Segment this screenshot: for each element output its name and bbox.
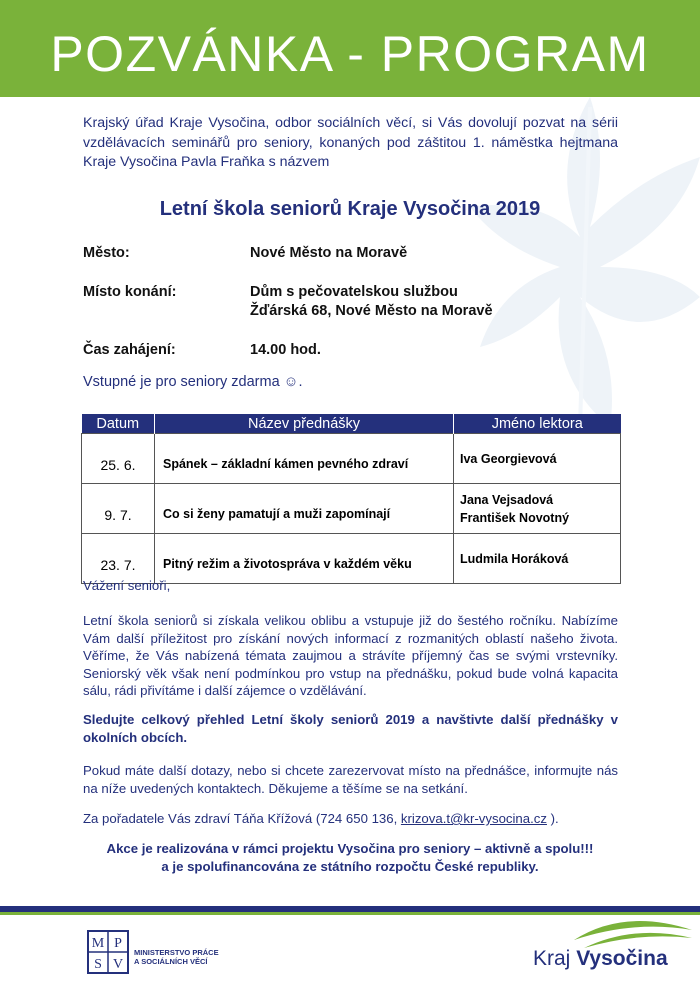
svg-text:P: P xyxy=(114,936,122,951)
mpsv-text-line-1: MINISTERSTVO PRÁCE xyxy=(134,948,219,957)
letter-greeting: Vážení senioři, xyxy=(83,578,171,593)
header-banner xyxy=(0,0,700,97)
column-header-lecturer: Jméno lektora xyxy=(454,414,621,434)
city-value: Nové Město na Moravě xyxy=(250,245,408,261)
letter-signoff xyxy=(83,810,618,828)
svg-text:V: V xyxy=(112,957,124,972)
row-lecturer xyxy=(454,434,621,484)
closing-line-1: Akce je realizována v rámci projektu Vysočina pro seniory – aktivně a spolu!!! xyxy=(106,841,594,856)
mpsv-logo-text xyxy=(134,948,219,966)
row-lecturer xyxy=(454,534,621,584)
venue-label: Místo konání: xyxy=(83,284,177,300)
lecturer-name: Ludmila Horáková xyxy=(460,551,569,566)
free-entry-note: Vstupné je pro seniory zdarma ☺. xyxy=(83,374,303,390)
mpsv-logo-icon xyxy=(87,930,129,974)
program-table xyxy=(81,414,621,584)
start-label: Čas zahájení: xyxy=(83,342,176,358)
letter-paragraph-1: Letní škola seniorů si získala velikou oblibu a vstupuje již do šestého ročníku. Nabízíme Vám další příležitost pro získání nových informací z rozmanitých oblastí našeho života. Věříme, že Vás nabízená témata zaujmou a strávíte příjemný čas se svými vrstevníky. Seniorský věk však není podmínkou pro vstup na přednášku, pokud bude volná kapacita sálu, rádi přivítáme i další zájemce o vzdělávání. xyxy=(83,613,618,698)
lecturer-name-2: František Novotný xyxy=(460,510,570,525)
table-row xyxy=(82,484,621,534)
venue-line1: Dům s pečovatelskou službou xyxy=(250,284,458,300)
letter-paragraph-2: Sledujte celkový přehled Letní školy seniorů 2019 a navštivte další přednášky v okolních obcích. xyxy=(83,712,618,745)
row-lecturer xyxy=(454,484,621,534)
signoff-text: Za pořadatele Vás zdraví Táňa Křížová (724 650 136, xyxy=(83,811,401,826)
row-topic: Spánek – základní kámen pevného zdraví xyxy=(155,434,454,484)
closing-line-2: a je spolufinancována ze státního rozpočtu České republiky. xyxy=(161,859,539,874)
email-link[interactable]: krizova.t@kr-vysocina.cz xyxy=(400,811,547,826)
kraj-word: Kraj xyxy=(533,947,571,970)
table-row xyxy=(82,534,621,584)
vysocina-word: Vysočina xyxy=(576,947,668,970)
svg-text:S: S xyxy=(94,957,102,972)
event-title: Letní škola seniorů Kraje Vysočina 2019 xyxy=(159,198,541,220)
start-value: 14.00 hod. xyxy=(250,342,321,358)
mpsv-text-line-2: A SOCIÁLNÍCH VĚCÍ xyxy=(134,957,208,966)
letter-paragraph-3: Pokud máte další dotazy, nebo si chcete zarezervovat místo na přednášce, informujte nás na níže uvedených kontaktech. Děkujeme a těšíme se na setkání. xyxy=(83,763,618,796)
row-date: 25. 6. xyxy=(82,434,155,484)
svg-text:M: M xyxy=(91,936,105,951)
table-header-row xyxy=(82,414,621,434)
page-title: POZVÁNKA - PROGRAM xyxy=(50,26,650,82)
row-date: 9. 7. xyxy=(82,484,155,534)
signoff-end: ). xyxy=(546,811,559,826)
table-row xyxy=(82,434,621,484)
lecturer-name: Iva Georgievová xyxy=(460,451,557,466)
venue-line2: Žďárská 68, Nové Město na Moravě xyxy=(250,303,493,319)
row-date: 23. 7. xyxy=(82,534,155,584)
kraj-vysocina-logo-text xyxy=(533,947,668,971)
row-topic: Co si ženy pamatují a muži zapomínají xyxy=(155,484,454,534)
closing-note xyxy=(60,840,640,876)
column-header-topic: Název přednášky xyxy=(155,414,454,434)
city-label: Město: xyxy=(83,245,130,261)
column-header-date: Datum xyxy=(82,414,155,434)
lecturer-name: Jana Vejsadová xyxy=(460,492,554,507)
intro-paragraph: Krajský úřad Kraje Vysočina, odbor sociálních věcí, si Vás dovolují pozvat na sérii vzdělávacích seminářů pro seniory, konaných pod záštitou 1. náměstka hejtmana Kraje Vysočina Pavla Fraňka s názvem xyxy=(83,115,618,170)
row-topic: Pitný režim a životospráva v každém věku xyxy=(155,534,454,584)
